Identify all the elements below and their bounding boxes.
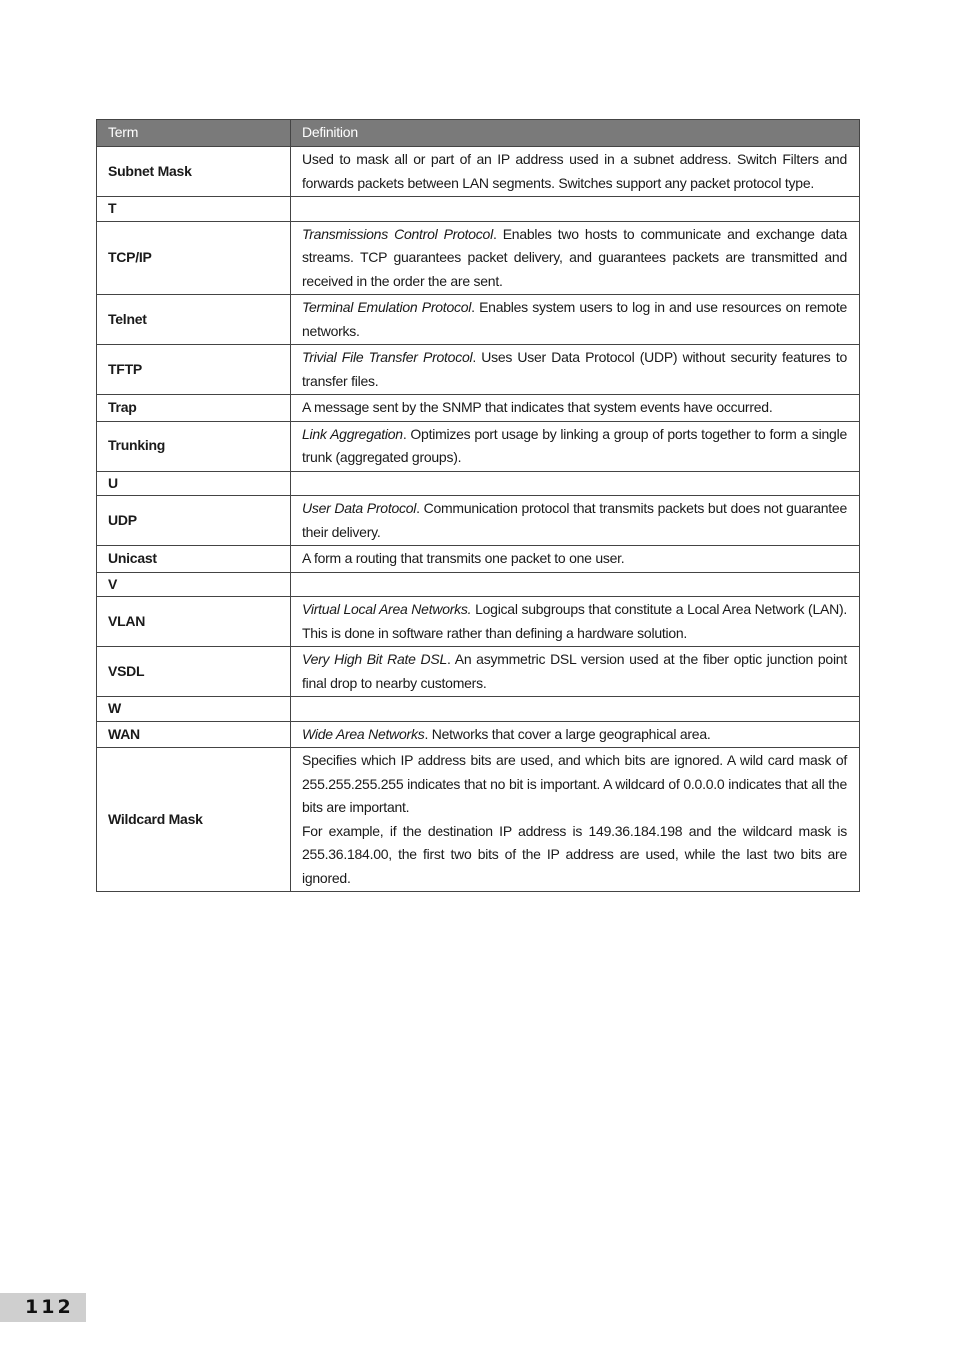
definition-text [302,423,847,470]
term-cell: UDP [97,496,291,546]
definition-cell [291,496,860,546]
term-cell: TCP/IP [97,221,291,295]
table-row [97,597,860,647]
term-cell: Wildcard Mask [97,748,291,892]
table-row [97,421,860,471]
table-row [97,748,860,892]
definition-body: . Optimizes port usage by linking a group of ports together to form a single trunk (aggregated groups). [302,425,847,465]
column-header-definition: Definition [291,120,860,147]
definition-cell [291,471,860,496]
definition-body: A form a routing that transmits one packet to one user. [302,550,625,566]
term-cell: VSDL [97,647,291,697]
definition-expansion: Transmissions Control Protocol [302,225,493,242]
term-cell: W [97,697,291,722]
definition-text [302,148,847,195]
table-header-row [97,120,860,147]
definition-body: . Enables two hosts to communicate and exchange data streams. TCP guarantees packet delivery, and guarantees packets are transmitted and received in the order the are sent. [302,225,847,289]
definition-text [302,598,847,645]
table-row [97,496,860,546]
definition-expansion: Wide Area Networks [302,725,425,742]
term-cell: WAN [97,721,291,748]
definition-cell [291,572,860,597]
definition-expansion: Very High Bit Rate DSL [302,651,448,667]
definition-text [302,723,847,747]
definition-body: A message sent by the SNMP that indicates that system events have occurred. [302,399,773,415]
term-cell: U [97,471,291,496]
definition-cell [291,597,860,647]
table-row [97,345,860,395]
definition-cell [291,748,860,892]
definition-cell [291,221,860,295]
term-cell: Telnet [97,295,291,345]
table-row [97,221,860,295]
term-cell: Unicast [97,546,291,573]
table-row [97,295,860,345]
definition-text [302,497,847,544]
table-row [97,647,860,697]
glossary-table [96,119,860,892]
term-cell: T [97,197,291,222]
definition-body: . An asymmetric DSL version used at the fiber optic junction point final drop to nearby customers. [302,651,847,691]
definition-cell [291,421,860,471]
definition-body: Used to mask all or part of an IP address used in a subnet address. Switch Filters and forwards packets between LAN segments. Switches support any packet protocol type. [302,151,847,191]
term-cell: VLAN [97,597,291,647]
table-row [97,697,860,722]
definition-expansion: User Data Protocol [302,500,417,516]
table-row [97,572,860,597]
definition-example: For example, if the destination IP address is 149.36.184.198 and the wildcard mask is 255.36.184.00, the first two bits of the IP address are used, while the last two bits are ignored. [302,822,847,886]
definition-body: . Uses User Data Protocol (UDP) without security features to transfer files. [302,349,847,389]
definition-expansion: Terminal Emulation Protocol [302,299,472,315]
column-header-term: Term [97,120,291,147]
definition-cell [291,697,860,722]
definition-cell [291,295,860,345]
table-row [97,395,860,422]
definition-body: . Networks that cover a large geographical area. [424,725,711,742]
definition-text [302,648,847,695]
glossary-body [97,147,860,892]
definition-cell [291,395,860,422]
definition-cell [291,197,860,222]
definition-text [302,223,847,294]
table-row [97,197,860,222]
definition-expansion: Virtual Local Area Networks. [302,601,472,617]
definition-text [302,547,847,571]
definition-text [302,346,847,393]
definition-cell [291,345,860,395]
definition-cell [291,721,860,748]
definition-cell [291,647,860,697]
table-row [97,721,860,748]
term-cell: Trap [97,395,291,422]
definition-body: Logical subgroups that constitute a Local Area Network (LAN). This is done in software rather than defining a hardware solution. [302,601,847,641]
table-row [97,471,860,496]
definition-text [302,749,847,820]
definition-expansion: Link Aggregation [302,425,403,442]
definition-expansion: Trivial File Transfer Protocol [302,349,473,365]
term-cell: V [97,572,291,597]
definition-body: . Enables system users to log in and use resources on remote networks. [302,299,848,339]
definition-cell [291,546,860,573]
term-cell: TFTP [97,345,291,395]
term-cell: Trunking [97,421,291,471]
definition-text [302,296,847,343]
term-cell: Subnet Mask [97,147,291,197]
table-row [97,147,860,197]
page-number: 112 [0,1293,86,1322]
definition-body: Specifies which IP address bits are used, and which bits are ignored. A wild card mask of 255.255.255.255 indicates that no bit is important. A wildcard of 0.0.0.0 indicates that all the bits are important. [302,752,847,815]
definition-body: . Communication protocol that transmits packets but does not guarantee their delivery. [302,500,847,540]
definition-cell [291,147,860,197]
definition-text [302,396,847,420]
table-row [97,546,860,573]
